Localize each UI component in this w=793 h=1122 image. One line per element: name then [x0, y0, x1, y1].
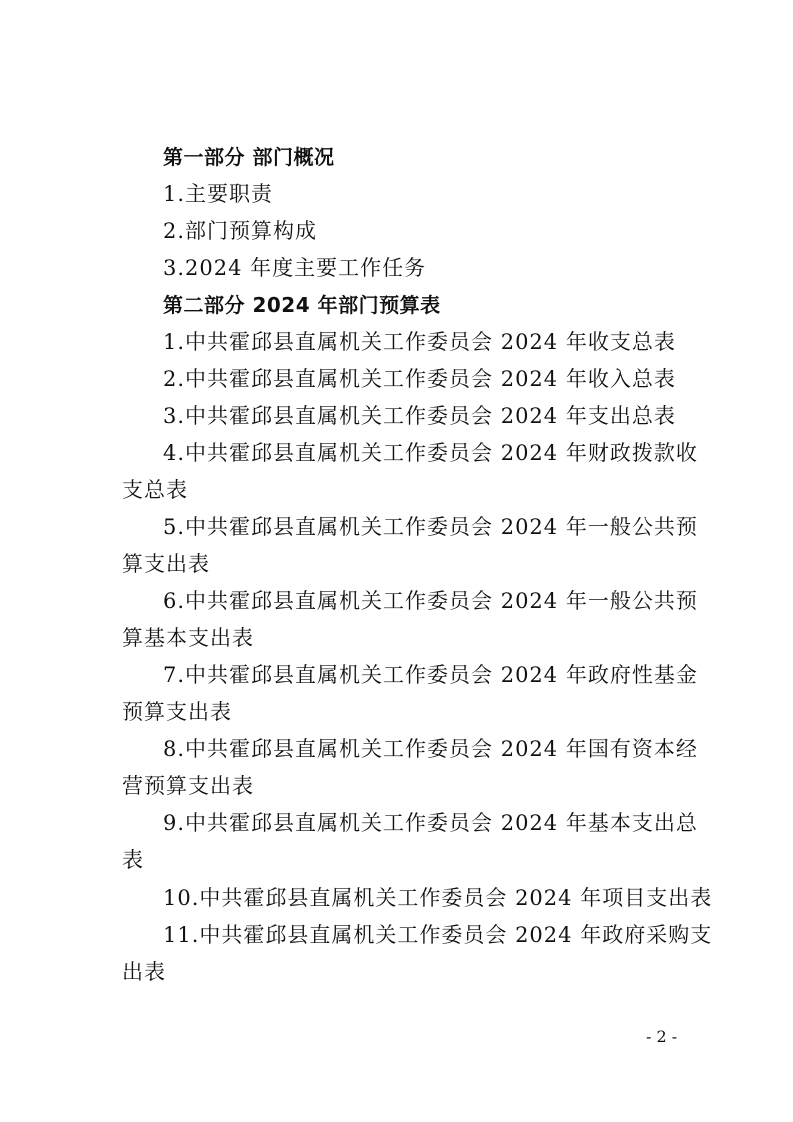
part2-item-4-continued: 支总表 — [122, 478, 188, 502]
part2-item-11-continued: 出表 — [122, 960, 166, 984]
part1-heading: 第一部分 部门概况 — [163, 145, 335, 169]
part2-item-4: 4.中共霍邱县直属机关工作委员会 2024 年财政拨款收 — [163, 441, 698, 465]
part2-item-9-continued: 表 — [122, 848, 144, 872]
part2-item-1: 1.中共霍邱县直属机关工作委员会 2024 年收支总表 — [163, 330, 676, 354]
part1-item-3: 3.2024 年度主要工作任务 — [163, 256, 427, 280]
part2-item-9: 9.中共霍邱县直属机关工作委员会 2024 年基本支出总 — [163, 811, 698, 835]
part1-item-1: 1.主要职责 — [163, 182, 274, 206]
part2-heading: 第二部分 2024 年部门预算表 — [163, 293, 441, 317]
part2-item-7-continued: 预算支出表 — [122, 700, 232, 724]
part2-item-3: 3.中共霍邱县直属机关工作委员会 2024 年支出总表 — [163, 404, 676, 428]
page-number: - 2 - — [646, 1027, 678, 1046]
part2-item-11: 11.中共霍邱县直属机关工作委员会 2024 年政府采购支 — [163, 923, 713, 947]
part2-item-8-continued: 营预算支出表 — [122, 774, 254, 798]
part1-item-2: 2.部门预算构成 — [163, 219, 318, 243]
part2-item-7: 7.中共霍邱县直属机关工作委员会 2024 年政府性基金 — [163, 663, 698, 687]
part2-item-2: 2.中共霍邱县直属机关工作委员会 2024 年收入总表 — [163, 367, 676, 391]
part2-item-10: 10.中共霍邱县直属机关工作委员会 2024 年项目支出表 — [163, 886, 713, 910]
part2-item-5-continued: 算支出表 — [122, 552, 210, 576]
part2-item-5: 5.中共霍邱县直属机关工作委员会 2024 年一般公共预 — [163, 515, 698, 539]
part2-item-8: 8.中共霍邱县直属机关工作委员会 2024 年国有资本经 — [163, 737, 698, 761]
part2-item-6: 6.中共霍邱县直属机关工作委员会 2024 年一般公共预 — [163, 589, 698, 613]
part2-item-6-continued: 算基本支出表 — [122, 626, 254, 650]
